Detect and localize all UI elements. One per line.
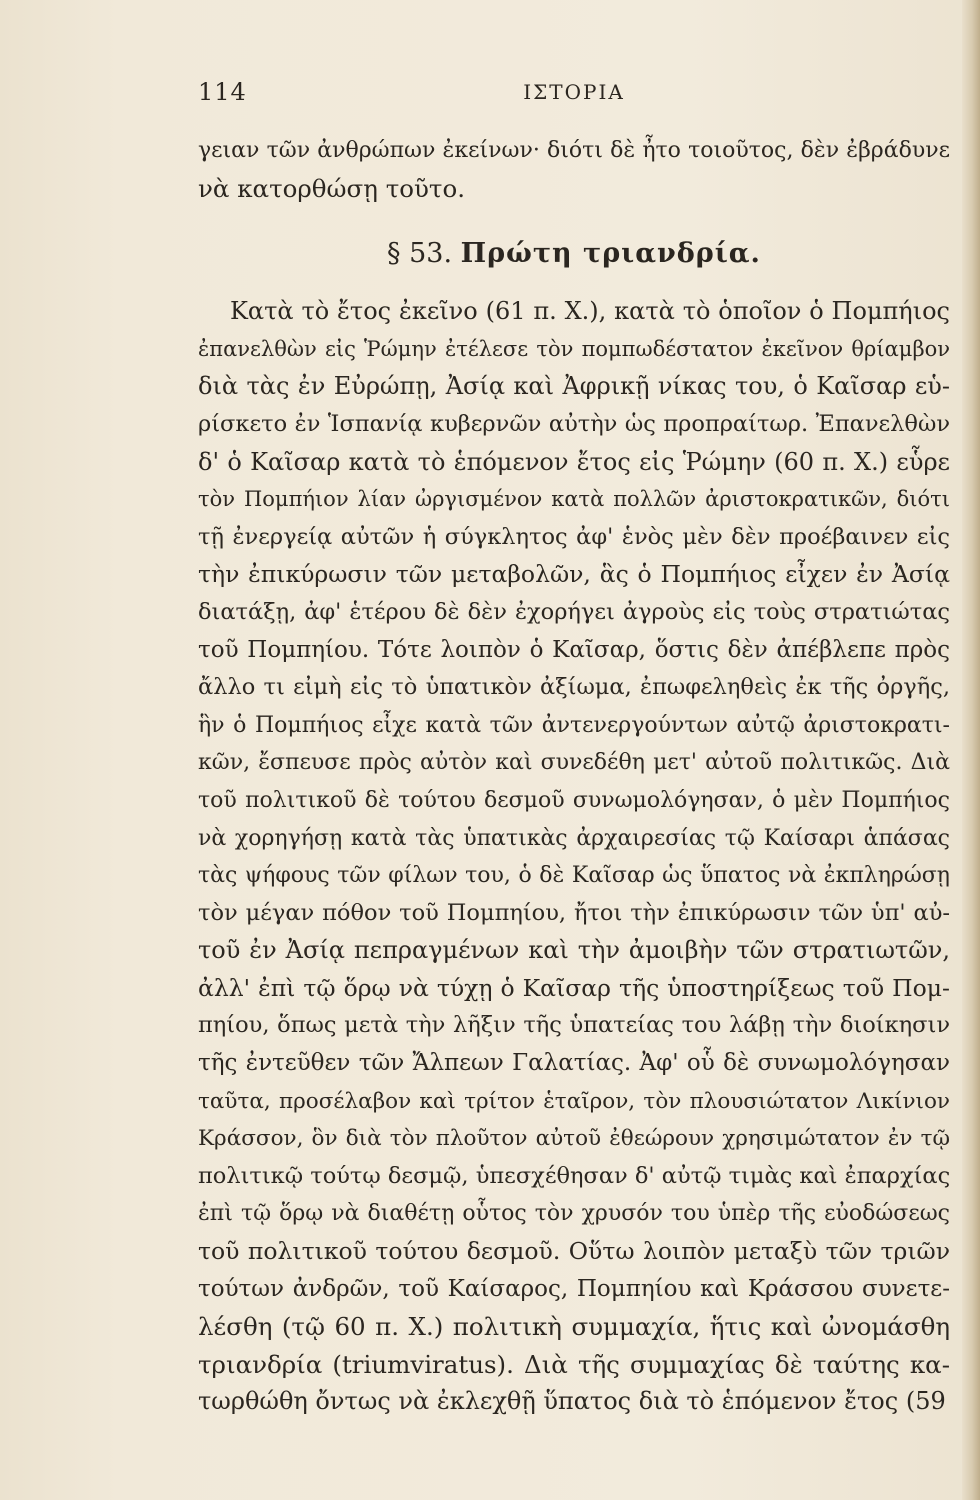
paragraph-line: νὰ χορηγήσῃ κατὰ τὰς ὑπατικὰς ἀρχαιρεσίας τῷ Καίσαρι ἁπάσας — [198, 825, 950, 851]
paragraph-line: ἀλλ' ἐπὶ τῷ ὅρῳ νὰ τύχῃ ὁ Καῖσαρ τῆς ὑποστηρίξεως τοῦ Πομ- — [198, 973, 950, 1002]
page-header — [198, 78, 950, 108]
paragraph-line: τὸν Πομπήιον λίαν ὠργισμένον κατὰ πολλῶν ἀριστοκρατικῶν, διότι — [198, 487, 950, 512]
paragraph-line: τοῦ Πομπηίου. Τότε λοιπὸν ὁ Καῖσαρ, ὅστις δὲν ἀπέβλεπε πρὸς — [198, 636, 950, 663]
paragraph-line: κῶν, ἔσπευσε πρὸς αὐτὸν καὶ συνεδέθη μετ' αὐτοῦ πολιτικῶς. Διὰ — [198, 750, 950, 776]
paragraph-line: ἐπὶ τῷ ὅρῳ νὰ διαθέτῃ οὗτος τὸν χρυσόν του ὑπὲρ τῆς εὐοδώσεως — [198, 1201, 950, 1227]
paragraph-line: ἣν ὁ Πομπήιος εἶχε κατὰ τῶν ἀντενεργούντων αὐτῷ ἀριστοκρατι- — [198, 712, 950, 738]
paragraph-line: τοῦ ἐν Ἀσίᾳ πεπραγμένων καὶ τὴν ἀμοιβὴν τῶν στρατιωτῶν, — [198, 936, 950, 965]
paragraph-line: ταῦτα, προσέλαβον καὶ τρίτον ἑταῖρον, τὸν πλουσιώτατον Λικίνιον — [198, 1088, 950, 1114]
paragraph-line: Κατὰ τὸ ἔτος ἐκεῖνο (61 π. Χ.), κατὰ τὸ ὁποῖον ὁ Πομπήιος — [230, 297, 950, 326]
paragraph-line: δ' ὁ Καῖσαρ κατὰ τὸ ἑπόμενον ἔτος εἰς Ῥώμην (60 π. Χ.) εὗρε — [198, 447, 950, 476]
paragraph — [198, 293, 950, 1421]
paragraph-line: τῇ ἐνεργείᾳ αὐτῶν ἡ σύγκλητος ἀφ' ἑνὸς μὲν δὲν προέβαινεν εἰς — [198, 523, 950, 550]
paragraph-line: πολιτικῷ τούτῳ δεσμῷ, ὑπεσχέθησαν δ' αὐτῷ τιμὰς καὶ ἐπαρχίας — [198, 1162, 951, 1189]
running-head: ΙΣΤΟΡΙΑ — [523, 80, 625, 104]
paragraph-line: διὰ τὰς ἐν Εὐρώπῃ, Ἀσίᾳ καὶ Ἀφρικῇ νίκας του, ὁ Καῖσαρ εὑ- — [198, 372, 950, 401]
paragraph-line: τὴν ἐπικύρωσιν τῶν μεταβολῶν, ἃς ὁ Πομπήιος εἶχεν ἐν Ἀσίᾳ — [198, 560, 950, 589]
page-number: 114 — [198, 78, 247, 106]
paragraph-line: Κράσσον, ὃν διὰ τὸν πλοῦτον αὐτοῦ ἐθεώρουν χρησιμώτατον ἐν τῷ — [198, 1126, 950, 1152]
paragraph-line: πηίου, ὅπως μετὰ τὴν λῆξιν τῆς ὑπατείας του λάβῃ τὴν διοίκησιν — [198, 1012, 950, 1039]
paragraph-line: ἄλλο τι εἰμὴ εἰς τὸ ὑπατικὸν ἀξίωμα, ἐπωφεληθεὶς ἐκ τῆς ὀργῆς, — [198, 674, 950, 701]
carryover-line: γειαν τῶν ἀνθρώπων ἐκείνων· διότι δὲ ἦτο τοιοῦτος, δὲν ἐβράδυνε — [198, 138, 950, 163]
paragraph-line: τοῦ πολιτικοῦ δὲ τούτου δεσμοῦ συνωμολόγησαν, ὁ μὲν Πομπήιος — [198, 787, 950, 813]
section-number: § 53. — [387, 238, 453, 270]
paragraph-line: ἐπανελθὼν εἰς Ῥώμην ἐτέλεσε τὸν πομπωδέστατον ἐκεῖνον θρίαμβον — [198, 336, 950, 361]
paragraph-line: τούτων ἀνδρῶν, τοῦ Καίσαρος, Πομπηίου καὶ Κράσσου συνετε- — [198, 1275, 950, 1302]
page-gutter-edge — [962, 0, 980, 1500]
paragraph-line: τωρθώθη ὄντως νὰ ἐκλεχθῇ ὕπατος διὰ τὸ ἑπόμενον ἔτος (59 — [198, 1387, 946, 1416]
section-title: Πρώτη τριανδρία. — [460, 238, 761, 270]
paragraph-line: τὸν μέγαν πόθον τοῦ Πομπηίου, ἤτοι τὴν ἐπικύρωσιν τῶν ὑπ' αὐ- — [198, 899, 950, 926]
paragraph-line: τριανδρία (triumviratus). Διὰ τῆς συμμαχίας δὲ ταύτης κα- — [198, 1349, 950, 1379]
paragraph-line: τοῦ πολιτικοῦ τούτου δεσμοῦ. Οὕτω λοιπὸν μεταξὺ τῶν τριῶν — [198, 1237, 950, 1266]
section-heading — [198, 215, 950, 293]
paragraph-line: διατάξῃ, ἀφ' ἑτέρου δὲ δὲν ἐχορήγει ἀγροὺς εἰς τοὺς στρατιώτας — [198, 598, 950, 625]
paragraph-line: τῆς ἐντεῦθεν τῶν Ἄλπεων Γαλατίας. Ἀφ' οὗ δὲ συνωμολόγησαν — [198, 1050, 950, 1077]
paragraph-line: λέσθη (τῷ 60 π. Χ.) πολιτικὴ συμμαχία, ἥτις καὶ ὠνομάσθη — [198, 1312, 950, 1342]
paragraph-line: τὰς ψήφους τῶν φίλων του, ὁ δὲ Καῖσαρ ὡς ὕπατος νὰ ἐκπληρώσῃ — [198, 863, 950, 889]
carryover-line: νὰ κατορθώσῃ τοῦτο. — [198, 173, 465, 203]
paragraph-line: ρίσκετο ἐν Ἱσπανίᾳ κυβερνῶν αὐτὴν ὡς προπραίτωρ. Ἐπανελθὼν — [198, 410, 950, 437]
page-body — [198, 132, 950, 1421]
